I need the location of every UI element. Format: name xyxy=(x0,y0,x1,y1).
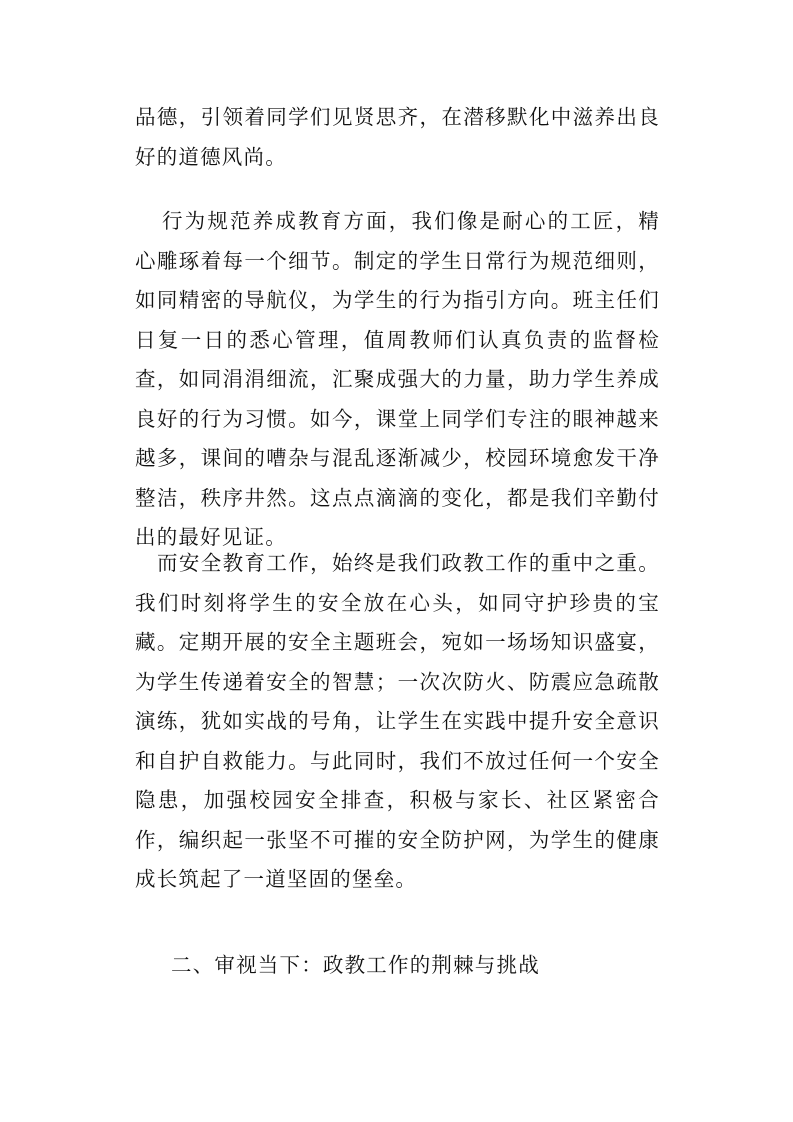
paragraph-moral-conduct: 品德，引领着同学们见贤思齐，在潜移默化中滋养出良好的道德风尚。 xyxy=(135,105,660,169)
paragraph-safety-education: 而安全教育工作，始终是我们政教工作的重中之重。我们时刻将学生的安全放在心头，如同守护珍贵的宝藏。定期开展的安全主题班会，宛如一场场知识盛宴，为学生传递着安全的智慧；一次次防火、防震应急疏散演练，犹如实战的号角，让学生在实践中提升安全意识和自护自救能力。与此同时，我们不放过任何一个安全隐患，加强校园安全排查，积极与家长、社区紧密合作，编织起一张坚不可摧的安全防护网，为学生的健康成长筑起了一道坚固的堡垒。 xyxy=(135,551,660,891)
paragraph-behavior-norms: 行为规范养成教育方面，我们像是耐心的工匠，精心雕琢着每一个细节。制定的学生日常行为规范细则，如同精密的导航仪，为学生的行为指引方向。班主任们日复一日的悉心管理，值周教师们认真负责的监督检查，如同涓涓细流，汇聚成强大的力量，助力学生养成良好的行为习惯。如今，课堂上同学们专注的眼神越来越多，课间的嘈杂与混乱逐渐减少，校园环境愈发干净整洁，秩序井然。这点点滴滴的变化，都是我们辛勤付出的最好见证。 xyxy=(135,209,660,549)
section-heading: 二、审视当下：政教工作的荆棘与挑战 xyxy=(171,953,540,977)
